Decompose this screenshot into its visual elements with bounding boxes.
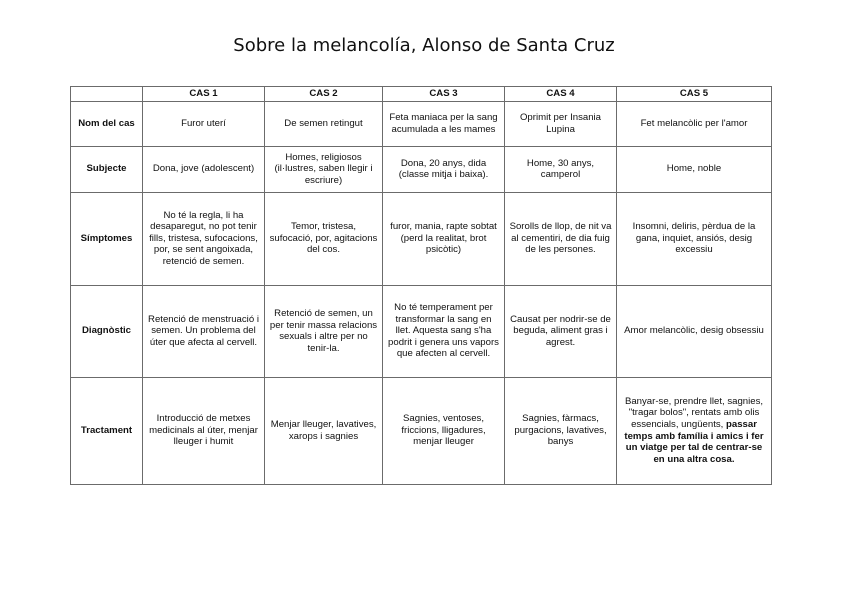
row-label-diagnostic: Diagnòstic (71, 285, 143, 377)
table-row (71, 101, 772, 146)
header-row (71, 87, 772, 102)
table-cell: Amor melancòlic, desig obsessiu (617, 285, 772, 377)
table-row (71, 377, 772, 484)
table-cell: Sagnies, fàrmacs, purgacions, lavatives, banys (505, 377, 617, 484)
header-cas-3: CAS 3 (383, 87, 505, 102)
table-cell: Causat per nodrir-se de beguda, aliment gras i agrest. (505, 285, 617, 377)
table-cell: Oprimit per Insania Lupina (505, 101, 617, 146)
table-cell (617, 377, 772, 484)
table-row (71, 192, 772, 285)
comparison-table (70, 86, 772, 485)
header-cas-2: CAS 2 (265, 87, 383, 102)
table-cell: Retenció de menstruació i semen. Un problema del úter que afecta al cervell. (143, 285, 265, 377)
header-cas-1: CAS 1 (143, 87, 265, 102)
table-row (71, 285, 772, 377)
table-cell: Temor, tristesa, sufocació, por, agitacions del cos. (265, 192, 383, 285)
table-cell: Retenció de semen, un per tenir massa relacions sexuals i altre per no tenir-la. (265, 285, 383, 377)
table-cell: Homes, religiosos (il·lustres, saben llegir i escriure) (265, 146, 383, 192)
table-cell: Home, noble (617, 146, 772, 192)
table-cell: Sorolls de llop, de nit va al cementiri, de dia fuig de les persones. (505, 192, 617, 285)
table-cell: Dona, 20 anys, dida (classe mitja i baixa). (383, 146, 505, 192)
table-cell: Insomni, deliris, pèrdua de la gana, inquiet, ansiós, desig excessiu (617, 192, 772, 285)
header-cas-4: CAS 4 (505, 87, 617, 102)
table-cell: Fet melancòlic per l'amor (617, 101, 772, 146)
row-label-simptomes: Símptomes (71, 192, 143, 285)
table-cell: Feta maniaca per la sang acumulada a les mames (383, 101, 505, 146)
treatment-text: Banyar-se, prendre llet, sagnies, "tragar bolos", rentats amb olis essencials, ungüents, (624, 395, 764, 430)
table-row (71, 146, 772, 192)
row-label-tractament: Tractament (71, 377, 143, 484)
row-label-subjecte: Subjecte (71, 146, 143, 192)
header-cas-5: CAS 5 (617, 87, 772, 102)
treatment-text-bold: passar temps amb família i amics i fer un viatge per tal de centrar-se en una altra cosa. (624, 419, 764, 465)
page-title: Sobre la melancolía, Alonso de Santa Cruz (233, 35, 615, 56)
table-cell: De semen retingut (265, 101, 383, 146)
table-cell: No té temperament per transformar la sang en llet. Aquesta sang s'ha podrit i genera uns vapors que afecten al cervell. (383, 285, 505, 377)
table-cell: furor, mania, rapte sobtat (perd la realitat, brot psicòtic) (383, 192, 505, 285)
table-cell: No té la regla, li ha desaparegut, no pot tenir fills, tristesa, sufocacions, por, se sent angoixada, retenció de semen. (143, 192, 265, 285)
header-corner (71, 87, 143, 102)
row-label-nom: Nom del cas (71, 101, 143, 146)
table-cell: Home, 30 anys, camperol (505, 146, 617, 192)
table-cell: Menjar lleuger, lavatives, xarops i sagnies (265, 377, 383, 484)
table-cell: Introducció de metxes medicinals al úter, menjar lleuger i humit (143, 377, 265, 484)
table-cell: Sagnies, ventoses, friccions, lligadures, menjar lleuger (383, 377, 505, 484)
table-cell: Furor uterí (143, 101, 265, 146)
table-cell: Dona, jove (adolescent) (143, 146, 265, 192)
